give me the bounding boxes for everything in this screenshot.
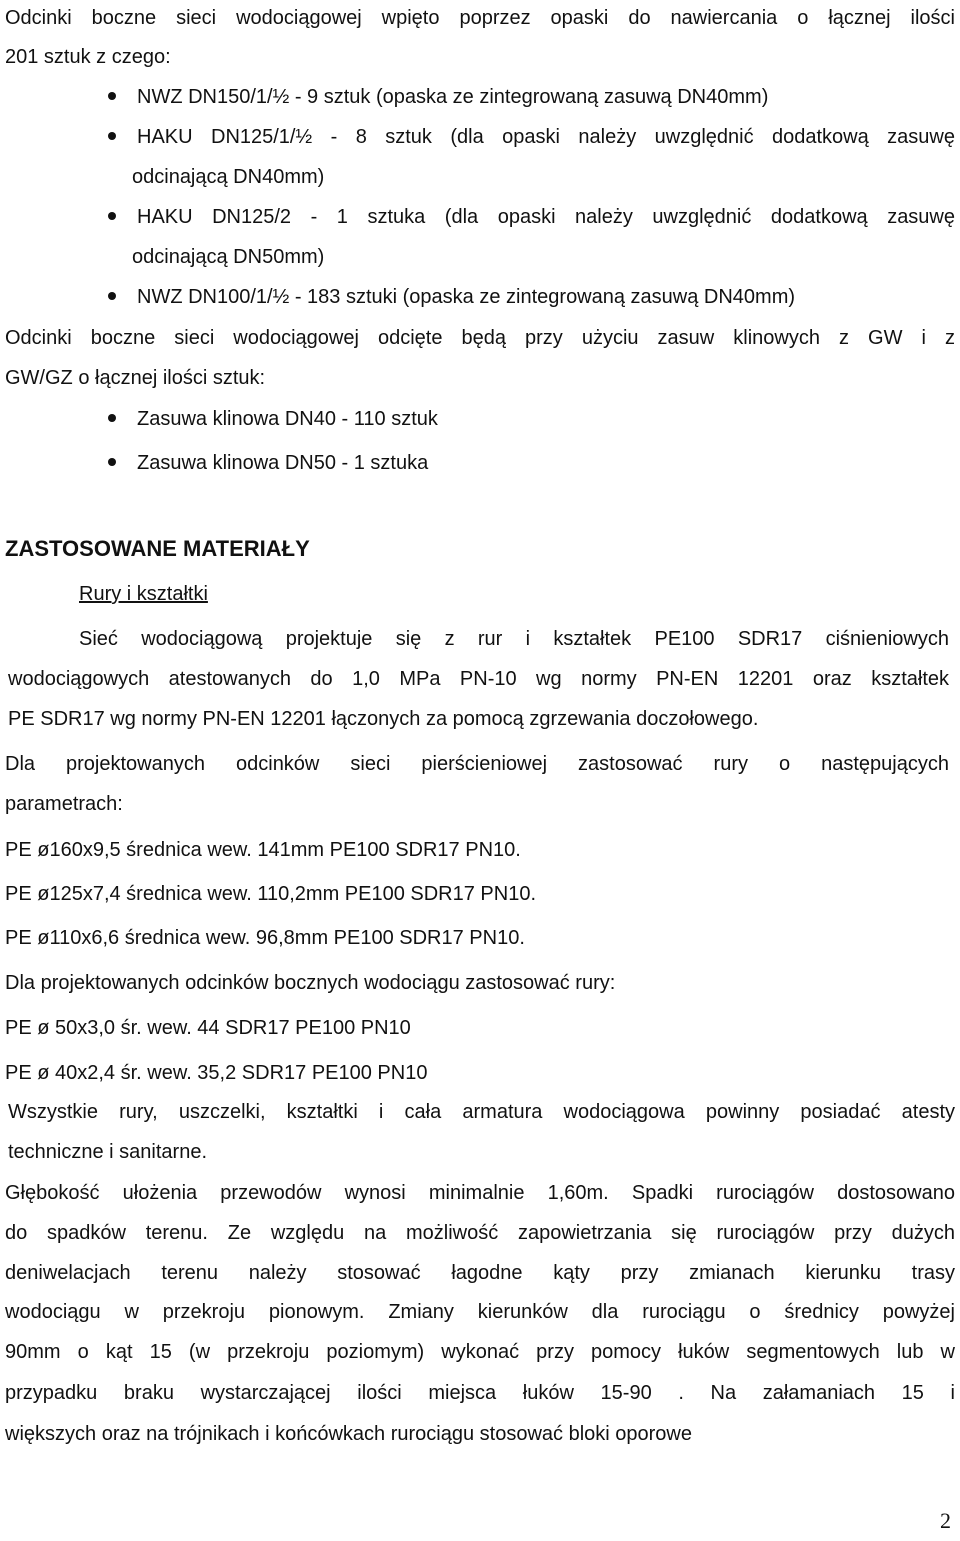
paragraph-line: Wszystkie rury, uszczelki, kształtki i cała armatura wodociągowa powinny posiadać atesty <box>8 1101 955 1123</box>
page-number: 2 <box>940 1508 951 1533</box>
list-item: NWZ DN150/1/½ - 9 sztuk (opaska ze zintegrowaną zasuwą DN40mm) <box>137 86 769 108</box>
bullet-icon <box>108 292 116 300</box>
pipe-spec: PE ø 50x3,0 śr. wew. 44 SDR17 PE100 PN10 <box>5 1017 411 1039</box>
paragraph-line: deniwelacjach terenu należy stosować łagodne kąty przy zmianach kierunku trasy <box>5 1262 955 1284</box>
list-item: HAKU DN125/2 - 1 sztuka (dla opaski należy uwzględnić dodatkową zasuwę <box>137 206 955 228</box>
paragraph-line: do spadków terenu. Ze względu na możliwość zapowietrzania się rurociągów przy dużych <box>5 1222 955 1244</box>
paragraph-line: Dla projektowanych odcinków bocznych wodociągu zastosować rury: <box>5 972 616 994</box>
paragraph-line: Dla projektowanych odcinków sieci pierścieniowej zastosować rury o następujących <box>5 753 949 775</box>
pipe-spec: PE ø125x7,4 średnica wew. 110,2mm PE100 SDR17 PN10. <box>5 883 537 905</box>
pipe-spec: PE ø 40x2,4 śr. wew. 35,2 SDR17 PE100 PN10 <box>5 1062 428 1084</box>
intro-line-1: Odcinki boczne sieci wodociągowej wpięto poprzez opaski do nawiercania o łącznej ilości <box>5 7 955 29</box>
paragraph-line: większych oraz na trójnikach i końcówkach rurociągu stosować bloki oporowe <box>5 1423 692 1445</box>
bullet-icon <box>108 212 116 220</box>
bullet-icon <box>108 458 116 466</box>
bullet-icon <box>108 414 116 422</box>
list-item: Zasuwa klinowa DN50 - 1 sztuka <box>137 452 429 474</box>
pipe-spec: PE ø160x9,5 średnica wew. 141mm PE100 SDR17 PN10. <box>5 839 521 861</box>
list-item: HAKU DN125/1/½ - 8 sztuk (dla opaski należy uwzględnić dodatkową zasuwę <box>137 126 955 148</box>
list-item: Zasuwa klinowa DN40 - 110 sztuk <box>137 408 438 430</box>
pipe-spec: PE ø110x6,6 średnica wew. 96,8mm PE100 SDR17 PN10. <box>5 927 525 949</box>
section-heading: ZASTOSOWANE MATERIAŁY <box>5 536 310 561</box>
paragraph-line: PE SDR17 wg normy PN-EN 12201 łączonych za pomocą zgrzewania doczołowego. <box>8 708 759 730</box>
list-item-continuation: odcinającą DN40mm) <box>132 166 325 188</box>
paragraph-line: parametrach: <box>5 793 123 815</box>
paragraph-line: Odcinki boczne sieci wodociągowej odcięte będą przy użyciu zasuw klinowych z GW i z <box>5 327 955 349</box>
bullet-icon <box>108 132 116 140</box>
list-item: NWZ DN100/1/½ - 183 sztuki (opaska ze zintegrowaną zasuwą DN40mm) <box>137 286 796 308</box>
paragraph-line: techniczne i sanitarne. <box>8 1141 208 1163</box>
paragraph-line: GW/GZ o łącznej ilości sztuk: <box>5 367 266 389</box>
bullet-icon <box>108 92 116 100</box>
paragraph-line: przypadku braku wystarczającej ilości miejsca łuków 15-90 . Na załamaniach 15 i <box>5 1382 955 1404</box>
paragraph-line: 90mm o kąt 15 (w przekroju poziomym) wykonać przy pomocy łuków segmentowych lub w <box>5 1341 955 1363</box>
intro-line-2: 201 sztuk z czego: <box>5 46 171 68</box>
paragraph-line: Głębokość ułożenia przewodów wynosi minimalnie 1,60m. Spadki rurociągów dostosowano <box>5 1182 955 1204</box>
subheading: Rury i kształtki <box>79 583 208 605</box>
paragraph-line: wodociągu w przekroju pionowym. Zmiany kierunków dla rurociągu o średnicy powyżej <box>5 1301 955 1323</box>
paragraph-line: wodociągowych atestowanych do 1,0 MPa PN-10 wg normy PN-EN 12201 oraz kształtek <box>8 668 949 690</box>
list-item-continuation: odcinającą DN50mm) <box>132 246 325 268</box>
paragraph-line: Sieć wodociągową projektuje się z rur i kształtek PE100 SDR17 ciśnieniowych <box>79 628 949 650</box>
